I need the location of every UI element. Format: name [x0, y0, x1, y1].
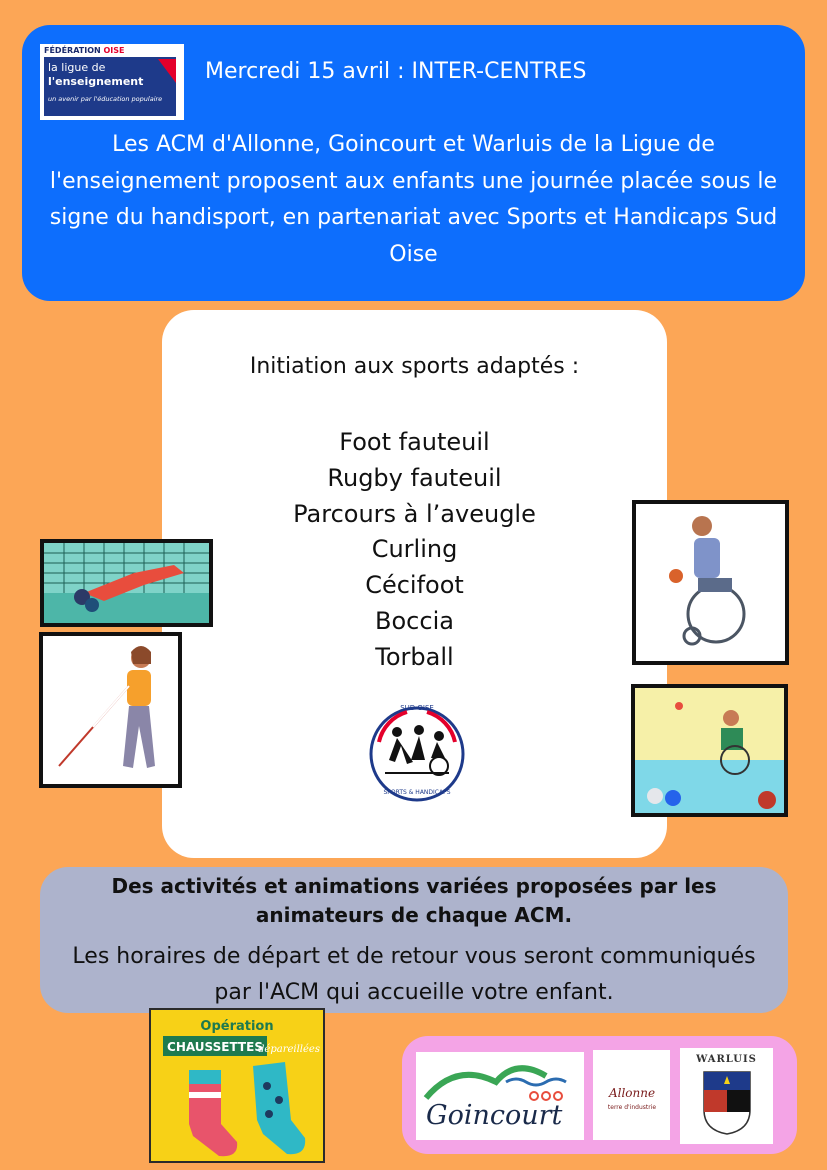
chaussettes-line3: dépareillées: [258, 1044, 320, 1055]
sport-item: Parcours à l’aveugle: [293, 499, 536, 528]
info-box: [40, 867, 788, 1013]
goalball-illustration: [40, 539, 213, 627]
logo-bottom-text: SPORTS & HANDICAPS: [383, 789, 451, 796]
blind-walker-illustration: [39, 632, 182, 788]
sports-handicaps-sud-oise-logo: [367, 702, 467, 807]
white-cane-walker-icon: [43, 636, 178, 784]
sport-item: Curling: [371, 535, 458, 564]
goincourt-name: Goincourt: [426, 1100, 563, 1131]
sport-list: [162, 425, 667, 676]
boccia-illustration: [631, 684, 788, 817]
partner-logos: [402, 1036, 797, 1154]
sport-item: Foot fauteuil: [339, 428, 490, 456]
logo-top-text: SUD OISE: [400, 704, 434, 712]
warluis-logo: [680, 1048, 773, 1144]
chaussettes-line1: Opération: [200, 1019, 274, 1034]
event-description: Les ACM d'Allonne, Goincourt et Warluis de la Ligue de l'enseignement proposent aux enfants une journée placée sous le signe du handisport, en partenariat avec Sports et Handicaps Sud Oise: [49, 132, 778, 267]
logo-federation: FÉDÉRATION: [44, 46, 101, 55]
wheelchair-basketball-icon: [636, 504, 785, 661]
sport-item: Torball: [375, 642, 454, 671]
ligue-enseignement-logo: [40, 44, 184, 120]
sport-item: Rugby fauteuil: [327, 463, 502, 492]
warluis-coat-of-arms-icon: [702, 1070, 752, 1136]
allonne-subtitle: terre d'industrie: [607, 1104, 657, 1111]
logo-region: OISE: [103, 46, 125, 55]
boccia-player-icon: [635, 688, 784, 813]
goincourt-hills-icon: [416, 1052, 584, 1102]
goalball-player-icon: [44, 543, 209, 623]
logo-tagline: un avenir par l'éducation populaire: [48, 95, 163, 103]
sport-item: Boccia: [375, 606, 454, 635]
event-date-title: Mercredi 15 avril : INTER-CENTRES: [205, 59, 587, 84]
chaussettes-line2: CHAUSSETTES: [167, 1040, 263, 1054]
logo-line1: la ligue de: [48, 61, 106, 74]
activities-note: Des activités et animations variées proposées par les animateurs de chaque ACM.: [111, 874, 717, 927]
socks-icon: [149, 1008, 325, 1163]
allonne-name: Allonne: [608, 1086, 656, 1100]
schedule-note: Les horaires de départ et de retour vous seront communiqués par l'ACM qui accueille votre enfant.: [72, 944, 756, 1005]
goincourt-logo: [416, 1052, 584, 1140]
allonne-logo: [593, 1050, 670, 1140]
sports-card: [162, 310, 667, 858]
logo-line2: l'enseignement: [48, 75, 144, 88]
sports-intro: Initiation aux sports adaptés :: [249, 354, 580, 379]
warluis-name: WARLUIS: [696, 1054, 757, 1065]
sport-item: Cécifoot: [365, 571, 464, 600]
wheelchair-basketball-illustration: [632, 500, 789, 665]
logo-triangle-icon: [158, 59, 176, 83]
operation-chaussettes-illustration: [149, 1008, 325, 1163]
header-banner: [22, 25, 805, 301]
